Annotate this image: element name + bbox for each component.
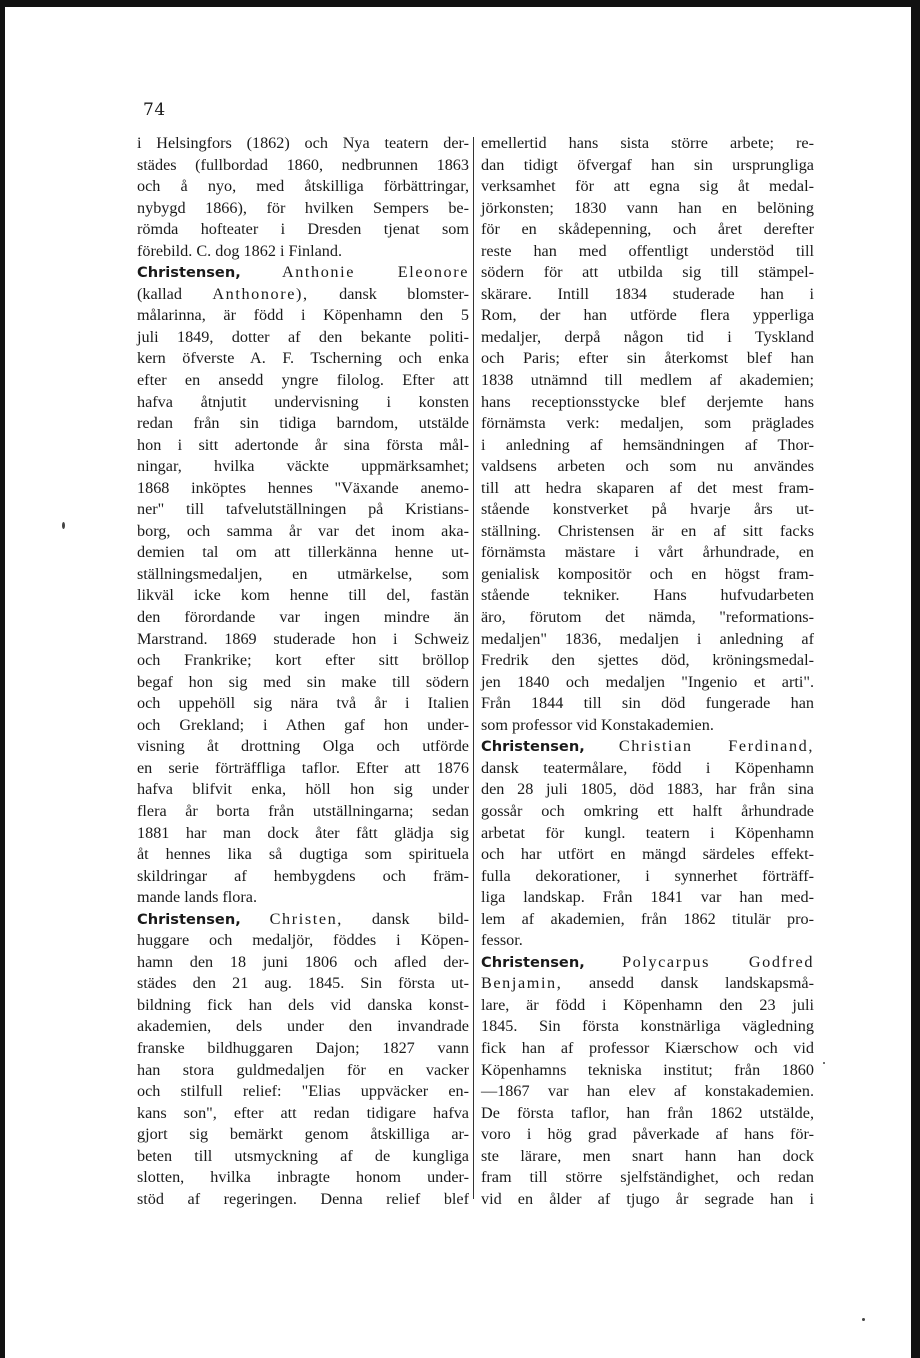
line-text: ansedd dansk landskapsmå- <box>589 974 814 993</box>
line-text: demien tal om att tillerkänna henne ut- <box>137 543 469 562</box>
text-line <box>137 219 469 241</box>
text-line <box>137 715 469 737</box>
line-text: liga landskap. Från 1841 var han med- <box>481 888 814 907</box>
text-line <box>137 478 469 500</box>
line-text: emellertid hans sista större arbete; re- <box>481 134 814 152</box>
line-text: hafva blifvit enka, höll hon sig under <box>137 780 469 799</box>
line-text: flera år borta från utställningarna; sedan <box>137 801 469 820</box>
text-line <box>481 693 814 715</box>
line-text: stående tekniker. Hans hufvudarbeten <box>481 586 814 605</box>
text-line <box>137 327 469 349</box>
line-text: fick han af professor Kiærschow och vid <box>481 1038 814 1057</box>
line-text: en serie förträffliga taflor. Efter att 1876 <box>137 758 469 777</box>
text-line <box>137 758 469 780</box>
entry-name-spaced: Anthonie Eleonore <box>281 263 469 282</box>
line-text: dan tidigt öfvergaf han sin ursprungliga <box>481 155 814 174</box>
scan-border-top <box>0 0 920 7</box>
line-text: 1845. Sin första konstnärliga vägledning <box>481 1017 814 1036</box>
text-line <box>481 1016 814 1038</box>
text-line <box>481 1081 814 1103</box>
line-text: arbetat för kungl. teatern i Köpenhamn <box>481 823 814 842</box>
line-text: hans receptionsstycke blef derjemte hans <box>481 392 814 411</box>
line-text: Rom, der han utförde flera ypperliga <box>481 306 814 325</box>
line-text: slotten, hvilka inbragte honom under- <box>137 1168 469 1187</box>
text-line <box>481 348 814 370</box>
text-line <box>481 1038 814 1060</box>
text-line <box>481 952 814 974</box>
text-line <box>137 392 469 414</box>
line-text: 1881 har man dock åter fått glädja sig <box>137 823 469 842</box>
text-line <box>137 348 469 370</box>
line-text: och Paris; efter sin återkomst blef han <box>481 349 814 368</box>
line-text: och har utfört en mängd särdeles effekt- <box>481 845 814 864</box>
text-line <box>481 909 814 931</box>
text-line <box>137 607 469 629</box>
entry-headword: Christensen, <box>137 910 241 928</box>
text-line <box>137 241 469 263</box>
text-line <box>481 327 814 349</box>
text-line <box>137 1167 469 1189</box>
line-text: beten till utsmyckning af de kungliga <box>137 1146 469 1165</box>
line-text: och uppehöll sig nära två år i Italien <box>137 694 469 713</box>
line-text: ställningsmedaljen, en utmärkelse, som <box>137 564 469 583</box>
column-divider <box>473 137 474 1199</box>
line-text: och Grekland; i Athen gaf hon under- <box>137 715 469 734</box>
line-text: begaf hon sig med sin make till södern <box>137 672 469 691</box>
text-line <box>137 1016 469 1038</box>
text-line <box>137 1081 469 1103</box>
text-line <box>137 672 469 694</box>
text-line <box>137 370 469 392</box>
text-line <box>137 284 469 306</box>
text-line <box>481 585 814 607</box>
line-text: Fredrik den sjettes död, kröningsmedal- <box>481 651 814 670</box>
text-line <box>137 930 469 952</box>
line-text: nybygd 1866), för hvilken Sempers be- <box>137 198 469 217</box>
text-line <box>137 1124 469 1146</box>
text-line <box>481 887 814 909</box>
text-line <box>481 995 814 1017</box>
line-text: åt hennes lika så dugtiga som spirituela <box>137 845 469 864</box>
entry-headword: Christensen, <box>137 264 241 282</box>
text-line <box>481 198 814 220</box>
text-line <box>137 435 469 457</box>
text-line <box>481 133 814 155</box>
line-text: huggare och medaljör, föddes i Köpen- <box>137 931 469 950</box>
text-line <box>481 715 814 737</box>
line-text: jörkonsten; 1830 vann han en belöning <box>481 198 814 217</box>
text-line <box>137 456 469 478</box>
line-text: städes (fullbordad 1860, nedbrunnen 1863 <box>137 155 469 174</box>
line-text: Från 1844 till sin död fungerade han <box>481 694 814 713</box>
line-text: gossår och omkring ett halft århundrade <box>481 801 814 820</box>
text-line <box>481 1189 814 1211</box>
text-line <box>481 650 814 672</box>
text-line <box>137 693 469 715</box>
text-line <box>137 542 469 564</box>
text-line <box>137 779 469 801</box>
text-line <box>481 758 814 780</box>
line-text: franske bildhuggaren Dajon; 1827 vann <box>137 1038 469 1057</box>
entry-headword: Christensen, <box>481 953 585 971</box>
text-line <box>137 909 469 931</box>
line-text: fram till större sjelfständighet, och redan <box>481 1168 814 1187</box>
line-text: för en skådepenning, och året derefter <box>481 220 814 239</box>
line-text: redan från sin tidiga barndom, utstälde <box>137 414 469 433</box>
text-line <box>137 866 469 888</box>
text-line <box>481 1060 814 1082</box>
text-line <box>481 564 814 586</box>
text-line <box>481 1103 814 1125</box>
entry-name-spaced: Christian Ferdinand, <box>618 737 814 756</box>
text-line <box>137 176 469 198</box>
line-text: fessor. <box>481 931 523 950</box>
page-number: 74 <box>143 100 166 120</box>
entry-name-spaced: Anthonore), <box>212 284 309 303</box>
left-text-column <box>137 133 469 1210</box>
text-line <box>137 262 469 284</box>
line-text: (kallad <box>137 284 182 303</box>
line-text: ste lärare, men snart hann han dock <box>481 1146 814 1165</box>
text-line <box>137 1103 469 1125</box>
line-text: De första taflor, han från 1862 utstälde, <box>481 1103 814 1122</box>
line-text: jen 1840 och medaljen "Ingenio et arti". <box>481 672 814 691</box>
text-line <box>137 1146 469 1168</box>
text-line <box>481 973 814 995</box>
line-text: likväl icke kom henne till del, fastän <box>137 586 469 605</box>
text-line <box>481 844 814 866</box>
text-line <box>481 241 814 263</box>
text-line <box>481 392 814 414</box>
text-line <box>481 262 814 284</box>
line-text: visning åt drottning Olga och utförde <box>137 737 469 756</box>
line-text: den förordande var ingen mindre än <box>137 608 469 627</box>
entry-name-spaced: Benjamin, <box>481 974 563 993</box>
line-text: som professor vid Konstakademien. <box>481 715 714 734</box>
line-text: städes den 21 aug. 1845. Sin första ut- <box>137 974 469 993</box>
line-text: 1868 inköptes hennes "Växande anemo- <box>137 478 469 497</box>
line-text: verksamhet för att egna sig åt medal- <box>481 177 814 196</box>
text-line <box>137 521 469 543</box>
text-line <box>481 607 814 629</box>
line-text: medaljen" 1836, medaljen i anledning af <box>481 629 814 648</box>
text-line <box>137 155 469 177</box>
text-line <box>137 133 469 155</box>
line-text: lem af akademien, från 1862 titulär pro- <box>481 909 814 928</box>
text-line <box>481 1167 814 1189</box>
line-text: i Helsingfors (1862) och Nya teatern der- <box>137 134 469 152</box>
text-line <box>137 844 469 866</box>
text-line <box>481 823 814 845</box>
line-text: den 28 juli 1805, död 1883, har från sina <box>481 780 814 799</box>
line-text: dansk teatermålare, född i Köpenhamn <box>481 758 814 777</box>
text-line <box>481 413 814 435</box>
text-line <box>137 1038 469 1060</box>
scan-speck <box>823 1062 825 1064</box>
text-line <box>137 198 469 220</box>
line-text: gjort sig bemärkt genom åtskilliga ar- <box>137 1125 469 1144</box>
text-line <box>137 305 469 327</box>
line-text: stående konstverket på hvarje års ut- <box>481 500 814 519</box>
text-line <box>481 305 814 327</box>
line-text: hamn den 18 juni 1806 och afled der- <box>137 952 469 971</box>
line-text: ningar, hvilka väckte uppmärksamhet; <box>137 457 469 476</box>
line-text: förnämsta verk: medaljen, som präglades <box>481 414 814 433</box>
line-text: till att hedra skaparen af det mest fram- <box>481 478 814 497</box>
line-text: skildringar af hembygdens och främ- <box>137 866 469 885</box>
line-text: 1838 utnämnd till medlem af akademien; <box>481 371 814 390</box>
line-text: och å nyo, med åtskilliga förbättringar, <box>137 177 469 196</box>
text-line <box>481 672 814 694</box>
text-line <box>481 1124 814 1146</box>
line-text: målarinna, är född i Köpenhamn den 5 <box>137 306 469 325</box>
text-line <box>137 413 469 435</box>
line-text: hafva åtnjutit undervisning i konsten <box>137 392 469 411</box>
text-line <box>481 284 814 306</box>
line-text: han stora guldmedaljen för en vacker <box>137 1060 469 1079</box>
text-line <box>481 155 814 177</box>
scan-border-left <box>0 0 5 1358</box>
entry-name-spaced: Christen, <box>269 909 343 928</box>
line-text: lare, är född i Köpenhamn den 23 juli <box>481 995 814 1014</box>
line-text: voro i hög grad påverkade af hans för- <box>481 1125 814 1144</box>
text-line <box>481 176 814 198</box>
line-text: kans son", efter att redan tidigare hafva <box>137 1103 469 1122</box>
text-line <box>137 629 469 651</box>
scan-border-right <box>911 0 920 1358</box>
right-text-column <box>481 133 814 1210</box>
text-line <box>137 585 469 607</box>
line-text: römda hofteater i Dresden tjenat som <box>137 220 469 239</box>
text-line <box>137 1189 469 1211</box>
entry-name-spaced: Polycarpus Godfred <box>622 952 815 971</box>
line-text: dansk blomster- <box>339 284 470 303</box>
text-line <box>481 521 814 543</box>
scan-speck <box>862 1318 865 1321</box>
text-line <box>137 499 469 521</box>
line-text: vid en ålder af tjugo år segrade han i <box>481 1189 814 1208</box>
line-text: genialisk kompositör och en högst fram- <box>481 564 814 583</box>
line-text: skärare. Intill 1834 studerade han i <box>481 284 814 303</box>
line-text: Marstrand. 1869 studerade hon i Schweiz <box>137 629 469 648</box>
line-text: Köpenhamns tekniska institut; från 1860 <box>481 1060 814 1079</box>
text-line <box>481 499 814 521</box>
line-text: juli 1849, dotter af den bekante politi- <box>137 327 469 346</box>
text-line <box>137 736 469 758</box>
text-line <box>481 370 814 392</box>
line-text: i anledning af hemsändningen af Thor- <box>481 435 814 454</box>
text-line <box>481 736 814 758</box>
line-text: stöd af regeringen. Denna relief blef <box>137 1189 469 1208</box>
text-line <box>137 801 469 823</box>
line-text: förnämsta mästare i vårt århundrade, en <box>481 543 814 562</box>
text-line <box>137 564 469 586</box>
line-text: äro, förutom det nämda, "reformations- <box>481 608 814 627</box>
line-text: södern för att utbilda sig till stämpel- <box>481 263 814 282</box>
text-line <box>137 952 469 974</box>
scan-speck <box>62 522 65 529</box>
line-text: ner" till tafvelutställningen på Kristians- <box>137 500 469 519</box>
text-line <box>137 823 469 845</box>
text-line <box>481 1146 814 1168</box>
line-text: akademien, dels under den invandrade <box>137 1017 469 1036</box>
line-text: borg, och samma år var det inom aka- <box>137 521 469 540</box>
text-line <box>481 478 814 500</box>
text-line <box>481 779 814 801</box>
text-line <box>137 887 469 909</box>
line-text: fulla dekorationer, i synnerhet förträff- <box>481 866 814 885</box>
text-line <box>481 930 814 952</box>
line-text: —1867 var han elev af konstakademien. <box>481 1082 814 1101</box>
line-text: och Frankrike; kort efter sitt bröllop <box>137 651 469 670</box>
line-text: mande lands flora. <box>137 888 258 907</box>
entry-headword: Christensen, <box>481 738 585 756</box>
text-line <box>137 995 469 1017</box>
text-line <box>481 542 814 564</box>
line-text: medaljer, derpå någon tid i Tyskland <box>481 327 814 346</box>
text-line <box>481 801 814 823</box>
line-text: hon i sitt adertonde år sina första mål- <box>137 435 469 454</box>
text-line <box>481 866 814 888</box>
text-line <box>481 219 814 241</box>
line-text: bildning fick han dels vid danska konst- <box>137 995 469 1014</box>
text-line <box>481 456 814 478</box>
line-text: dansk bild- <box>371 909 470 928</box>
line-text: efter en ansedd yngre filolog. Efter att <box>137 371 469 390</box>
line-text: reste han med offentligt understöd till <box>481 241 814 260</box>
line-text: ställning. Christensen är en af sitt facks <box>481 521 814 540</box>
line-text: kern öfverste A. F. Tscherning och enka <box>137 349 469 368</box>
line-text: och stilfull relief: "Elias uppväcker en- <box>137 1082 469 1101</box>
text-line <box>481 435 814 457</box>
line-text: förebild. C. dog 1862 i Finland. <box>137 241 343 260</box>
text-line <box>137 1060 469 1082</box>
text-line <box>481 629 814 651</box>
text-line <box>137 973 469 995</box>
text-line <box>137 650 469 672</box>
line-text: valdsens arbeten och som nu användes <box>481 457 814 476</box>
